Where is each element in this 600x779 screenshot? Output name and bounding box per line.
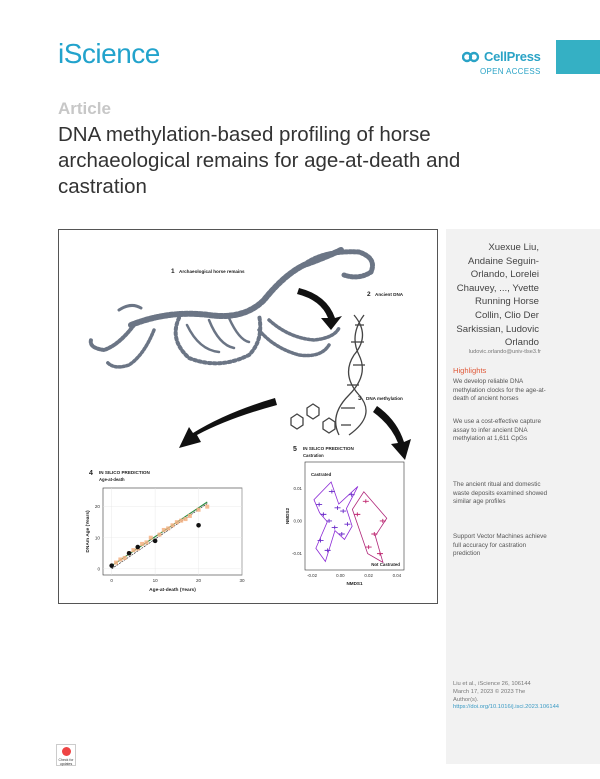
graphical-abstract-svg: [59, 230, 437, 603]
age-y-axis-label: DNAm Age (Years): [86, 510, 91, 553]
age-point-modern: [184, 517, 188, 521]
age-point-modern: [166, 526, 170, 530]
panel-4-title: IN SILICO PREDICTION: [99, 470, 150, 475]
journal-name: iScience: [58, 38, 160, 69]
age-point-modern: [140, 542, 144, 546]
age-point-archaeological: [196, 523, 201, 528]
age-point-archaeological: [109, 563, 114, 568]
age-point-modern: [114, 561, 118, 565]
age-point-modern: [162, 528, 166, 532]
age-point-modern: [118, 557, 122, 561]
author-list[interactable]: Xuexue Liu, Andaine Seguin-Orlando, Lorelei Chauvey, ..., Yvette Running Horse Collin, Clio Der Sarkissian, Ludovic Orlando: [456, 242, 539, 349]
age-chart: [85, 488, 245, 593]
age-point-archaeological: [135, 545, 140, 550]
highlight-item: We develop reliable DNA methylation clocks for the age-at-death of ancient horses: [453, 378, 546, 403]
cast-x-tick-label: 0.00: [336, 573, 345, 578]
correspondence-email[interactable]: ludovic.orlando@univ-tlse3.fr: [468, 349, 541, 355]
panel-4-subtitle: Age-at-death: [99, 477, 125, 482]
cast-group-label-not-castrated: Not Castrated: [371, 562, 400, 567]
age-point-modern: [197, 508, 201, 512]
publisher-logo[interactable]: [462, 49, 541, 64]
cast-x-tick-label: 0.04: [392, 573, 402, 578]
step-1-number: 1: [171, 268, 175, 275]
check-updates-label: Check for updates: [58, 758, 74, 766]
cast-y-tick-label: 0.01: [293, 485, 302, 491]
arrow-to-age: [179, 398, 277, 448]
panel-4-number: 4: [89, 470, 93, 477]
open-access-label: OPEN ACCESS: [480, 67, 541, 76]
step-1-label: Archaeological horse remains: [179, 269, 245, 274]
citation-text: Liu et al., iScience 26, 106144 March 17, 2023 © 2023 The Author(s).: [453, 681, 531, 703]
age-point-modern: [171, 523, 175, 527]
highlight-item: We use a cost-effective capture assay to infer ancient DNA methylation at 1,611 CpGs: [453, 418, 541, 443]
cast-y-tick-label: -0.01: [291, 551, 302, 557]
cast-group-label-castrated: Castrated: [311, 472, 332, 477]
age-point-modern: [123, 556, 127, 560]
cast-x-tick-label: 0.02: [364, 573, 373, 578]
check-for-updates-badge[interactable]: [56, 744, 76, 766]
check-updates-icon: [62, 747, 71, 756]
age-point-modern: [175, 520, 179, 524]
age-point-modern: [157, 533, 161, 537]
article-type: Article: [58, 99, 111, 118]
age-point-modern: [205, 505, 209, 509]
step-3-label: DNA methylation: [366, 396, 403, 401]
age-x-tick-label: 20: [196, 578, 202, 583]
cast-y-tick-label: 0.00: [293, 518, 302, 524]
panel-5-subtitle: Castration: [303, 453, 324, 458]
article-title: DNA methylation-based profiling of horse archaeological remains for age-at-death and castration: [58, 123, 461, 198]
age-point-modern: [131, 548, 135, 552]
age-point-modern: [188, 514, 192, 518]
step-2-label: Ancient DNA: [375, 292, 404, 297]
cast-x-tick-label: -0.02: [307, 573, 318, 578]
cast-y-axis-label: NMDS2: [285, 507, 290, 525]
arrow-to-castration: [373, 406, 411, 460]
age-plot-frame: [103, 488, 242, 575]
age-point-modern: [144, 540, 148, 544]
castration-chart: [285, 462, 404, 586]
graphical-abstract: [58, 229, 438, 604]
age-y-tick-label: 0: [97, 566, 100, 572]
age-point-archaeological: [153, 539, 158, 544]
highlight-item: The ancient ritual and domestic waste deposits examined showed similar age profiles: [453, 481, 548, 506]
age-x-axis-label: Age-at-death (Years): [149, 588, 196, 593]
age-x-tick-label: 10: [152, 578, 158, 583]
dna-helix-image: [291, 315, 366, 435]
step-3-number: 3: [358, 395, 362, 402]
publisher-name: CellPress: [484, 49, 541, 64]
cast-x-axis-label: NMDS1: [346, 581, 363, 586]
cellpress-icon: [462, 50, 480, 64]
highlights-heading: Highlights: [453, 366, 487, 375]
age-y-tick-label: 20: [94, 504, 100, 510]
panel-5-number: 5: [293, 446, 297, 453]
doi-link[interactable]: https://doi.org/10.1016/j.isci.2023.106144: [453, 704, 560, 710]
panel-5-title: IN SILICO PREDICTION: [303, 446, 354, 451]
age-point-modern: [149, 536, 153, 540]
age-x-tick-label: 30: [239, 578, 245, 583]
arrow-to-dna: [297, 288, 342, 330]
step-2-number: 2: [367, 291, 371, 298]
age-point-archaeological: [127, 551, 132, 556]
age-point-modern: [179, 519, 183, 523]
age-x-tick-label: 0: [110, 578, 113, 583]
header-tab: [556, 40, 600, 74]
highlight-item: Support Vector Machines achieve full accuracy for castration prediction: [453, 533, 547, 558]
age-y-tick-label: 10: [94, 535, 100, 541]
